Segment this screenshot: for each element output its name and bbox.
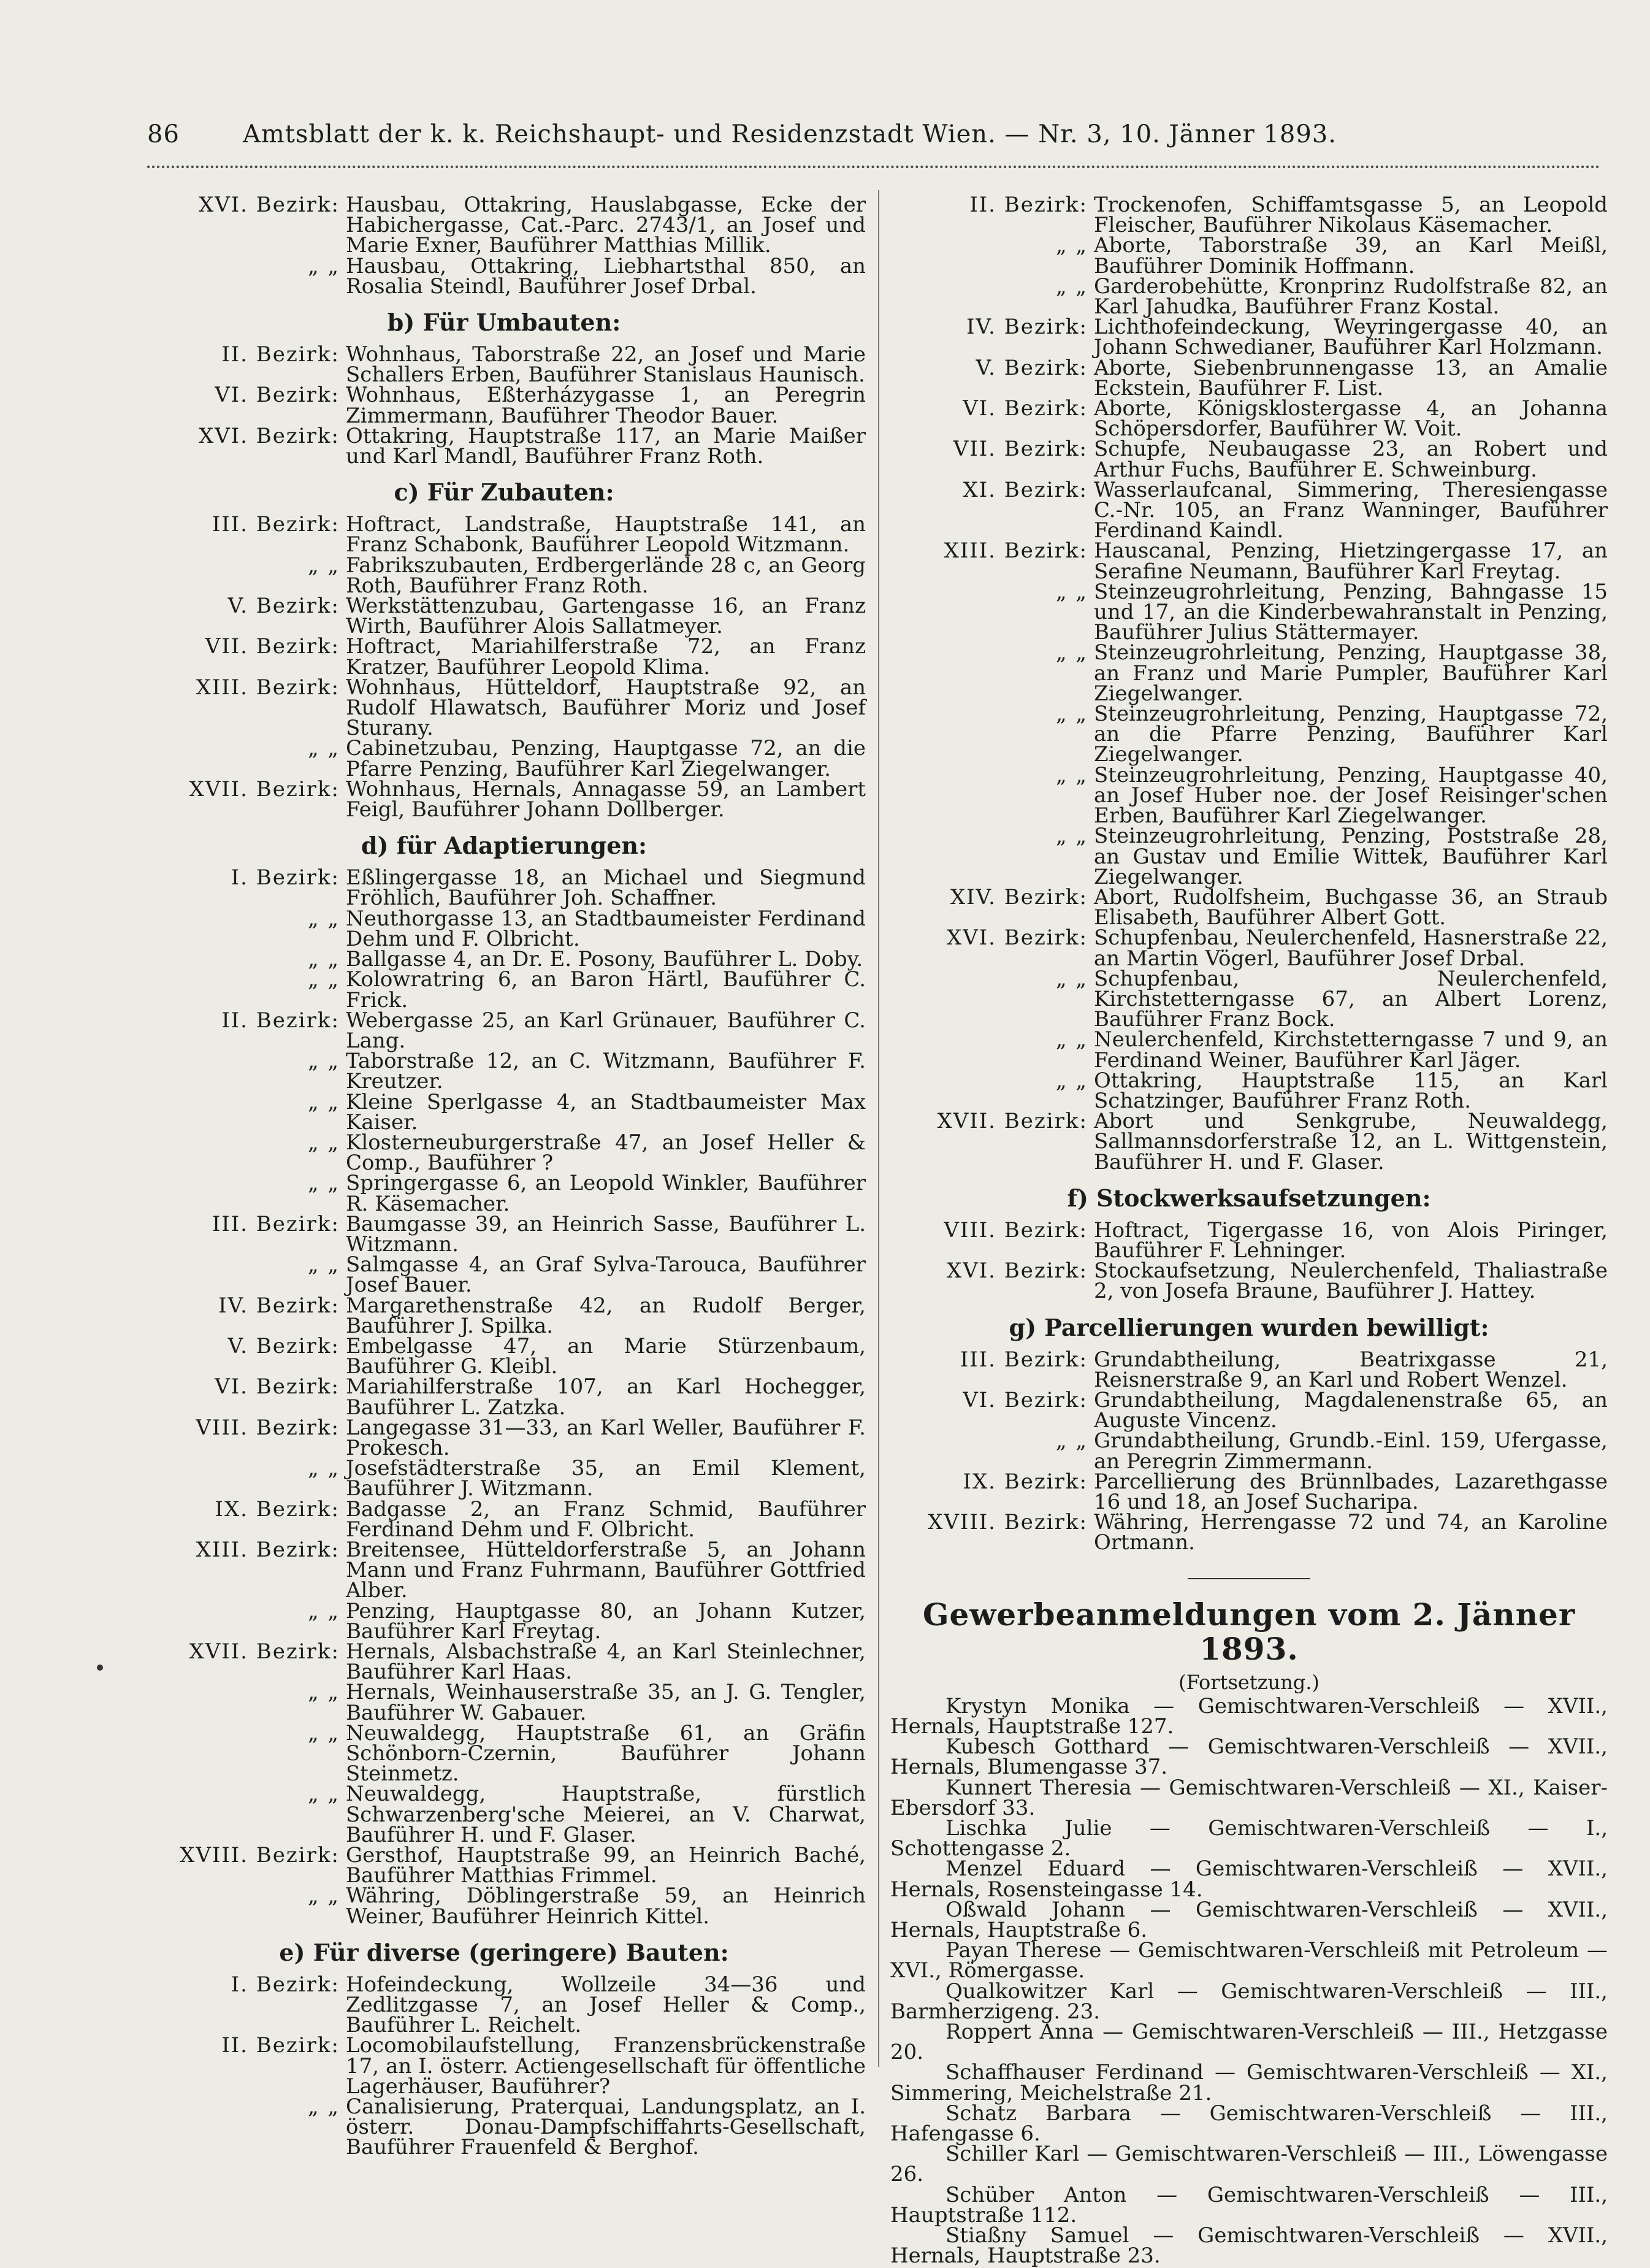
section-title: d) für Adaptierungen: — [361, 832, 647, 860]
entry-text: Ballgasse 4, an Dr. E. Posony, Bauführer L. Doby. — [346, 947, 863, 972]
district-label: „ „ — [1055, 274, 1088, 299]
section-title: g) Parcellierungen wurden bewilligt: — [1009, 1313, 1489, 1341]
permit-entry — [890, 1027, 1608, 1073]
district-label: II. Bezirk: — [221, 1008, 340, 1033]
page-number: 86 — [147, 120, 180, 148]
district-label: „ „ — [307, 947, 340, 972]
entry-text: Aborte, Königsklostergasse 4, an Johanna Schöpersdorfer, Bauführer W. Voit. — [1094, 396, 1608, 442]
district-label: VIII. Bezirk: — [944, 1217, 1088, 1243]
district-label: XIII. Bezirk: — [196, 1537, 340, 1562]
permit-entry — [142, 967, 866, 1013]
district-label: VI. Bezirk: — [963, 1387, 1088, 1412]
trade-registration-entry: Oßwald Johann — Gemischtwaren-Verschleiß — XVII., Hernals, Hauptstraße 6. — [890, 1897, 1608, 1943]
entry-text: Langegasse 31—33, an Karl Weller, Bauführer F. Prokesch. — [346, 1415, 866, 1460]
right-column — [890, 195, 1608, 2266]
district-label: IX. Bezirk: — [963, 1469, 1088, 1494]
permit-entry — [890, 317, 1608, 358]
entry-text: Webergasse 25, an Karl Grünauer, Bauführer C. Lang. — [346, 1008, 866, 1053]
district-label: „ „ — [307, 1782, 340, 1807]
permit-entry — [142, 906, 866, 951]
district-label: „ „ — [307, 1598, 340, 1623]
entry-text: Hofeindeckung, Wollzeile 34—36 und Zedlitzgasse 7, an Josef Heller & Comp., Bauführer L. Reichelt. — [346, 1972, 866, 2038]
trade-registration-entry: Roppert Anna — Gemischtwaren-Verschleiß — III., Hetzgasse 20. — [890, 2020, 1608, 2065]
permit-entry — [890, 1259, 1608, 1304]
district-label: „ „ — [307, 906, 340, 931]
entry-text: Grundabtheilung, Beatrixgasse 21, Reisnerstraße 9, an Karl und Robert Wenzel. — [1094, 1347, 1608, 1392]
district-label: „ „ — [307, 1049, 340, 1074]
trade-registration-entry: Payan Therese — Gemischtwaren-Verschleiß mit Petroleum — XVI., Römergasse. — [890, 1938, 1608, 1983]
trade-registration-entry: Krystyn Monika — Gemischtwaren-Verschleiß — XVII., Hernals, Hauptstraße 127. — [890, 1693, 1608, 1739]
entry-text: Cabinetzubau, Penzing, Hauptgasse 72, an die Pfarre Penzing, Bauführer Karl Ziegelwanger. — [346, 736, 866, 781]
ink-spot — [97, 1665, 103, 1671]
permit-entry — [142, 596, 866, 637]
trade-registration-entry: Schaffhauser Ferdinand — Gemischtwaren-Verschleiß — XI., Simmering, Meichelstraße 21. — [890, 2060, 1608, 2105]
permit-entry — [142, 2094, 866, 2160]
permit-entry — [142, 512, 866, 557]
entry-text: Ottakring, Hauptstraße 117, an Marie Maißer und Karl Mandl, Bauführer Franz Roth. — [346, 423, 866, 469]
permit-entry — [890, 704, 1608, 765]
entry-text: Stockaufsetzung, Neulerchenfeld, Thaliastraße 2, von Josefa Braune, Bauführer J. Hattey. — [1094, 1259, 1608, 1304]
district-label: „ „ — [307, 967, 340, 992]
entry-text: Gersthof, Hauptstraße 99, an Heinrich Baché, Bauführer Matthias Frimmel. — [346, 1843, 866, 1888]
column-divider — [878, 190, 879, 2067]
district-label: „ „ — [1055, 762, 1088, 787]
permit-entry — [142, 1008, 866, 1053]
section-title: e) Für diverse (geringere) Bauten: — [279, 1938, 729, 1966]
permit-entry — [890, 233, 1608, 278]
permit-entry — [142, 1883, 866, 1929]
permit-entry — [142, 675, 866, 741]
entry-text: Kleine Sperlgasse 4, an Stadtbaumeister Max Kaiser. — [346, 1089, 866, 1135]
district-label: „ „ — [1055, 579, 1088, 604]
permit-entry — [142, 2033, 866, 2099]
permit-entry — [890, 1111, 1608, 1173]
entry-text: Embelgasse 47, an Marie Stürzenbaum, Bauführer G. Kleibl. — [346, 1333, 866, 1379]
permit-entry — [142, 1374, 866, 1420]
district-label: „ „ — [307, 1171, 340, 1196]
trade-registration-entry: Schüber Anton — Gemischtwaren-Verschleiß — III., Hauptstraße 112. — [890, 2182, 1608, 2228]
district-label: XVIII. Bezirk: — [180, 1843, 340, 1868]
district-label: „ „ — [1055, 1027, 1088, 1052]
trade-registration-entry: Kunnert Theresia — Gemischtwaren-Verschleiß — XI., Kaiser-Ebersdorf 33. — [890, 1775, 1608, 1820]
entry-text: Hausbau, Ottakring, Liebhartsthal 850, an Rosalia Steindl, Bauführer Josef Drbal. — [346, 253, 866, 299]
entry-text: Aborte, Taborstraße 39, an Karl Meißl, Bauführer Dominik Hoffmann. — [1094, 233, 1608, 278]
permit-entry — [890, 884, 1608, 930]
permit-entry — [890, 640, 1608, 706]
article-heading: Gewerbeanmeldungen vom 2. Jänner 1893. — [922, 1596, 1576, 1667]
entry-text: Hoftract, Tigergasse 16, von Alois Piringer, Bauführer F. Lehninger. — [1094, 1217, 1608, 1263]
permit-entry — [142, 1333, 866, 1379]
entry-text: Grundabtheilung, Grundb.-Einl. 159, Ufergasse, an Peregrin Zimmermann. — [1094, 1428, 1608, 1474]
permit-entry — [142, 1130, 866, 1176]
district-label: V. Bezirk: — [227, 1333, 340, 1358]
entry-text: Schupfe, Neubaugasse 23, an Robert und Arthur Fuchs, Bauführer E. Schweinburg. — [1094, 437, 1608, 482]
entry-text: Neuthorgasse 13, an Stadtbaumeister Ferdinand Dehm und F. Olbricht. — [346, 906, 866, 951]
entry-text: Wohnhaus, Taborstraße 22, an Josef und Marie Schallers Erben, Bauführer Stanislaus Haunisch. — [346, 342, 866, 388]
entry-text: Eßlingergasse 18, an Michael und Siegmund Fröhlich, Bauführer Joh. Schaffner. — [346, 865, 866, 911]
district-label: VI. Bezirk: — [215, 383, 340, 408]
entry-text: Klosterneuburgerstraße 47, an Josef Heller & Comp., Bauführer ? — [346, 1130, 866, 1176]
entry-text: Margarethenstraße 42, an Rudolf Berger, Bauführer J. Spilka. — [346, 1293, 866, 1338]
district-label: XIV. Bezirk: — [950, 884, 1088, 910]
district-label: „ „ — [1055, 702, 1088, 727]
permit-entry — [142, 634, 866, 680]
entry-text: Neuwaldegg, Hauptstraße 61, an Gräfin Schönborn-Czernin, Bauführer Johann Steinmetz. — [346, 1720, 866, 1787]
entry-text: Penzing, Hauptgasse 80, an Johann Kutzer, Bauführer Karl Freytag. — [346, 1598, 866, 1644]
district-label: III. Bezirk: — [212, 1211, 340, 1236]
article-subheading: (Fortsetzung.) — [1178, 1670, 1320, 1694]
entry-text: Abort und Senkgrube, Neuwaldegg, Sallmannsdorferstraße 12, an L. Wittgenstein, Bauführer H. und F. Glaser. — [1094, 1109, 1608, 1174]
district-label: „ „ — [307, 1680, 340, 1705]
entry-text: Währing, Herrengasse 72 und 74, an Karoline Ortmann. — [1094, 1510, 1608, 1555]
permit-entry — [890, 477, 1608, 543]
district-label: „ „ — [307, 553, 340, 578]
permit-entry — [890, 538, 1608, 584]
entry-text: Locomobilaufstellung, Franzensbrückenstraße 17, an I. österr. Actiengesellschaft für öffentliche Lagerhäuser, Bauführer? — [346, 2033, 866, 2099]
district-label: XVI. Bezirk: — [198, 423, 340, 448]
district-label: „ „ — [1055, 1068, 1088, 1093]
entry-text: Wohnhaus, Hütteldorf, Hauptstraße 92, an Rudolf Hlawatsch, Bauführer Moriz und Josef Sturany. — [346, 675, 866, 741]
separator-line — [1188, 1578, 1310, 1579]
permit-entry — [890, 1068, 1608, 1113]
trade-registration-entry: Qualkowitzer Karl — Gemischtwaren-Verschleiß — III., Barmherzigeng. 23. — [890, 1979, 1608, 2024]
permit-entry — [142, 253, 866, 299]
district-label: VIII. Bezirk: — [196, 1415, 340, 1440]
entry-text: Steinzeugrohrleitung, Penzing, Bahngasse 15 und 17, an die Kinderbewahranstalt in Penzing, Bauführer Julius Stättermayer. — [1094, 579, 1608, 645]
district-label: XVI. Bezirk: — [946, 1259, 1088, 1284]
entry-text: Baumgasse 39, an Heinrich Sasse, Bauführer L. Witzmann. — [346, 1211, 866, 1257]
entry-text: Wohnhaus, Hernals, Annagasse 59, an Lambert Feigl, Bauführer Johann Dollberger. — [346, 776, 866, 822]
district-label: IV. Bezirk: — [966, 315, 1088, 340]
page-header — [147, 120, 1337, 157]
entry-text: Aborte, Siebenbrunnengasse 13, an Amalie Eckstein, Bauführer F. List. — [1094, 355, 1608, 400]
permit-entry — [142, 738, 866, 779]
entry-text: Salmgasse 4, an Graf Sylva-Tarouca, Bauführer Josef Bauer. — [346, 1252, 866, 1298]
permit-entry — [142, 1784, 866, 1845]
district-label: „ „ — [307, 736, 340, 761]
permit-entry — [142, 1415, 866, 1460]
entry-text: Wohnhaus, Eßterházygasse 1, an Peregrin Zimmermann, Bauführer Theodor Bauer. — [346, 383, 866, 428]
permit-entry — [890, 1428, 1608, 1474]
entry-text: Wasserlaufcanal, Simmering, Theresiengasse C.-Nr. 105, an Franz Wanninger, Bauführer Ferdinand Kaindl. — [1094, 477, 1608, 543]
entry-text: Canalisierung, Praterquai, Landungsplatz, an I. österr. Donau-Dampfschiffahrts-Gesellschaft, Bauführer Frauenfeld & Berghof. — [346, 2094, 866, 2160]
entry-text: Hernals, Alsbachstraße 4, an Karl Steinlechner, Bauführer Karl Haas. — [346, 1639, 866, 1685]
entry-text: Hoftract, Landstraße, Hauptstraße 141, an Franz Schabonk, Bauführer Leopold Witzmann. — [346, 512, 866, 557]
trade-registration-entry: Menzel Eduard — Gemischtwaren-Verschleiß — XVII., Hernals, Rosensteingasse 14. — [890, 1856, 1608, 1902]
permit-entry — [890, 355, 1608, 400]
permit-entry — [142, 1458, 866, 1499]
permit-entry — [142, 776, 866, 822]
permit-entry — [142, 553, 866, 598]
district-label: XVII. Bezirk: — [189, 776, 340, 802]
permit-entry — [890, 1347, 1608, 1392]
permit-entry — [890, 762, 1608, 829]
entry-text: Garderobehütte, Kronprinz Rudolfstraße 82, an Karl Jahudka, Bauführer Franz Kostal. — [1094, 274, 1608, 320]
district-label: I. Bezirk: — [231, 865, 340, 891]
entry-text: Werkstättenzubau, Gartengasse 16, an Franz Wirth, Bauführer Alois Sallatmeyer. — [346, 594, 866, 639]
district-label: „ „ — [1055, 824, 1088, 849]
district-label: „ „ — [307, 2094, 340, 2120]
permit-entry — [890, 1469, 1608, 1514]
permit-entry — [142, 1682, 866, 1723]
entry-text: Währing, Döblingerstraße 59, an Heinrich Weiner, Bauführer Heinrich Kittel. — [346, 1883, 866, 1929]
district-label: II. Bezirk: — [969, 193, 1088, 217]
entry-text: Grundabtheilung, Magdalenenstraße 65, an Auguste Vincenz. — [1094, 1387, 1608, 1433]
trade-registration-entry: Kubesch Gotthard — Gemischtwaren-Verschleiß — XVII., Hernals, Blumengasse 37. — [890, 1734, 1608, 1780]
permit-entry — [890, 195, 1608, 236]
entry-text: Steinzeugrohrleitung, Penzing, Hauptgasse 72, an die Pfarre Penzing, Bauführer Karl Ziegelwanger. — [1094, 702, 1608, 767]
permit-entry — [142, 1845, 866, 1886]
district-label: XVI. Bezirk: — [198, 193, 340, 217]
entry-text: Schupfenbau, Neulerchenfeld, Kirchstetterngasse 67, an Albert Lorenz, Bauführer Franz Bock. — [1094, 966, 1608, 1032]
trade-registration-entry: Schatz Barbara — Gemischtwaren-Verschleiß — III., Hafengasse 6. — [890, 2101, 1608, 2147]
section-title: b) Für Umbauten: — [387, 308, 621, 337]
entry-text: Ottakring, Hauptstraße 115, an Karl Schatzinger, Bauführer Franz Roth. — [1094, 1068, 1608, 1113]
district-label: V. Bezirk: — [976, 355, 1088, 380]
entry-text: Badgasse 2, an Franz Schmid, Bauführer Ferdinand Dehm und F. Olbricht. — [346, 1496, 866, 1542]
permit-entry — [142, 195, 866, 256]
district-label: XIII. Bezirk: — [196, 675, 340, 700]
district-label: „ „ — [1055, 966, 1088, 991]
permit-entry — [142, 1537, 866, 1603]
permit-entry — [142, 1598, 866, 1644]
entry-text: Lichthofeindeckung, Weyringergasse 40, an Johann Schwedianer, Bauführer Karl Holzmann. — [1094, 315, 1608, 360]
permit-entry — [142, 1051, 866, 1092]
district-label: „ „ — [307, 1720, 340, 1745]
section-title: c) Für Zubauten: — [394, 478, 614, 507]
permit-entry — [890, 966, 1608, 1032]
district-label: XVII. Bezirk: — [937, 1109, 1088, 1134]
district-label: „ „ — [307, 253, 340, 278]
district-label: V. Bezirk: — [227, 594, 340, 619]
district-label: „ „ — [1055, 233, 1088, 258]
entry-text: Springergasse 6, an Leopold Winkler, Bauführer R. Käsemacher. — [346, 1171, 866, 1216]
masthead-title: Amtsblatt der k. k. Reichshaupt- und Residenzstadt Wien. — Nr. 3, 10. Jänner 1893. — [242, 120, 1337, 148]
district-label: VI. Bezirk: — [963, 396, 1088, 421]
permit-entry — [142, 1496, 866, 1542]
district-label: IX. Bezirk: — [215, 1496, 340, 1522]
permit-entry — [890, 1217, 1608, 1263]
entry-text: Hoftract, Mariahilferstraße 72, an Franz Kratzer, Bauführer Leopold Klima. — [346, 634, 866, 680]
district-label: „ „ — [307, 1089, 340, 1114]
entry-text: Steinzeugrohrleitung, Penzing, Poststraße 28, an Gustav und Emilie Wittek, Bauführer Karl Ziegelwanger. — [1094, 824, 1608, 889]
district-label: „ „ — [1055, 1428, 1088, 1454]
header-rule — [147, 166, 1600, 168]
permit-entry — [890, 1512, 1608, 1553]
district-label: XVI. Bezirk: — [946, 925, 1088, 951]
entry-text: Steinzeugrohrleitung, Penzing, Hauptgasse 40, an Josef Huber noe. der Josef Reisinger'schen Erben, Bauführer Karl Ziegelwanger. — [1094, 762, 1608, 829]
trade-registration-entry: Schiller Karl — Gemischtwaren-Verschleiß — III., Löwengasse 26. — [890, 2142, 1608, 2187]
district-label: III. Bezirk: — [960, 1347, 1088, 1372]
permit-entry — [142, 1252, 866, 1298]
entry-text: Taborstraße 12, an C. Witzmann, Bauführer F. Kreutzer. — [346, 1049, 866, 1094]
permit-entry — [142, 1972, 866, 2038]
permit-entry — [890, 826, 1608, 887]
entry-text: Hauscanal, Penzing, Hietzingergasse 17, an Serafine Neumann, Bauführer Karl Freytag. — [1094, 538, 1608, 584]
entry-text: Neulerchenfeld, Kirchstetterngasse 7 und 9, an Ferdinand Weiner, Bauführer Karl Jäger. — [1094, 1027, 1608, 1073]
entry-text: Hausbau, Ottakring, Hauslabgasse, Ecke der Habichergasse, Cat.-Parc. 2743/1, an Josef und Marie Exner, Bauführer Matthias Millik. — [346, 193, 866, 258]
entry-text: Parcellierung des Brünnlbades, Lazarethgasse 16 und 18, an Josef Sucharipa. — [1094, 1469, 1608, 1514]
permit-entry — [890, 396, 1608, 442]
permit-entry — [142, 1639, 866, 1685]
district-label: IV. Bezirk: — [218, 1293, 340, 1318]
permit-entry — [142, 1089, 866, 1135]
district-label: XI. Bezirk: — [963, 477, 1088, 502]
permit-entry — [890, 1387, 1608, 1433]
entry-text: Trockenofen, Schiffamtsgasse 5, an Leopold Fleischer, Bauführer Nikolaus Käsemacher. — [1094, 193, 1608, 238]
entry-text: Josefstädterstraße 35, an Emil Klement, Bauführer J. Witzmann. — [346, 1456, 866, 1501]
district-label: XVII. Bezirk: — [189, 1639, 340, 1664]
district-label: „ „ — [307, 1252, 340, 1278]
permit-entry — [142, 1720, 866, 1787]
district-label: II. Bezirk: — [221, 2033, 340, 2058]
district-label: III. Bezirk: — [212, 512, 340, 537]
district-label: XVIII. Bezirk: — [928, 1510, 1088, 1535]
district-label: VI. Bezirk: — [215, 1374, 340, 1400]
permit-entry — [142, 1211, 866, 1257]
permit-entry — [142, 1173, 866, 1214]
entry-text: Mariahilferstraße 107, an Karl Hochegger, Bauführer L. Zatzka. — [346, 1374, 866, 1420]
trade-registration-entry: Stiaßny Samuel — Gemischtwaren-Verschleiß — XVII., Hernals, Hauptstraße 23. — [890, 2223, 1608, 2268]
permit-entry — [142, 385, 866, 426]
district-label: II. Bezirk: — [221, 342, 340, 367]
district-label: „ „ — [307, 1130, 340, 1155]
section-title: f) Stockwerksaufsetzungen: — [1067, 1184, 1431, 1212]
district-label: VII. Bezirk: — [953, 437, 1088, 462]
left-column — [142, 195, 866, 2158]
trade-registration-entry: Lischka Julie — Gemischtwaren-Verschleiß — I., Schottengasse 2. — [890, 1816, 1608, 1861]
district-label: XIII. Bezirk: — [944, 538, 1088, 564]
entry-text: Abort, Rudolfsheim, Buchgasse 36, an Straub Elisabeth, Bauführer Albert Gott. — [1094, 884, 1608, 930]
district-label: I. Bezirk: — [231, 1972, 340, 1997]
permit-entry — [890, 579, 1608, 645]
permit-entry — [142, 423, 866, 469]
permit-entry — [142, 865, 866, 911]
entry-text: Breitensee, Hütteldorferstraße 5, an Johann Mann und Franz Fuhrmann, Bauführer Gottfried Alber. — [346, 1537, 866, 1603]
permit-entry — [142, 342, 866, 388]
permit-entry — [890, 439, 1608, 480]
permit-entry — [890, 925, 1608, 971]
entry-text: Schupfenbau, Neulerchenfeld, Hasnerstraße 22, an Martin Vögerl, Bauführer Josef Drbal. — [1094, 925, 1608, 971]
district-label: „ „ — [307, 1883, 340, 1909]
entry-text: Fabrikszubauten, Erdbergerlände 28 c, an Georg Roth, Bauführer Franz Roth. — [346, 553, 866, 598]
entry-text: Steinzeugrohrleitung, Penzing, Hauptgasse 38, an Franz und Marie Pumpler, Bauführer Karl Ziegelwanger. — [1094, 640, 1608, 706]
entry-text: Kolowratring 6, an Baron Härtl, Bauführer C. Frick. — [346, 967, 866, 1013]
district-label: „ „ — [1055, 640, 1088, 665]
district-label: „ „ — [307, 1456, 340, 1481]
entry-text: Neuwaldegg, Hauptstraße, fürstlich Schwarzenberg'sche Meierei, an V. Charwat, Bauführer H. und F. Glaser. — [346, 1782, 866, 1847]
district-label: VII. Bezirk: — [205, 634, 340, 659]
entry-text: Hernals, Weinhauserstraße 35, an J. G. Tengler, Bauführer W. Gabauer. — [346, 1680, 866, 1725]
permit-entry — [142, 1293, 866, 1338]
permit-entry — [890, 274, 1608, 320]
